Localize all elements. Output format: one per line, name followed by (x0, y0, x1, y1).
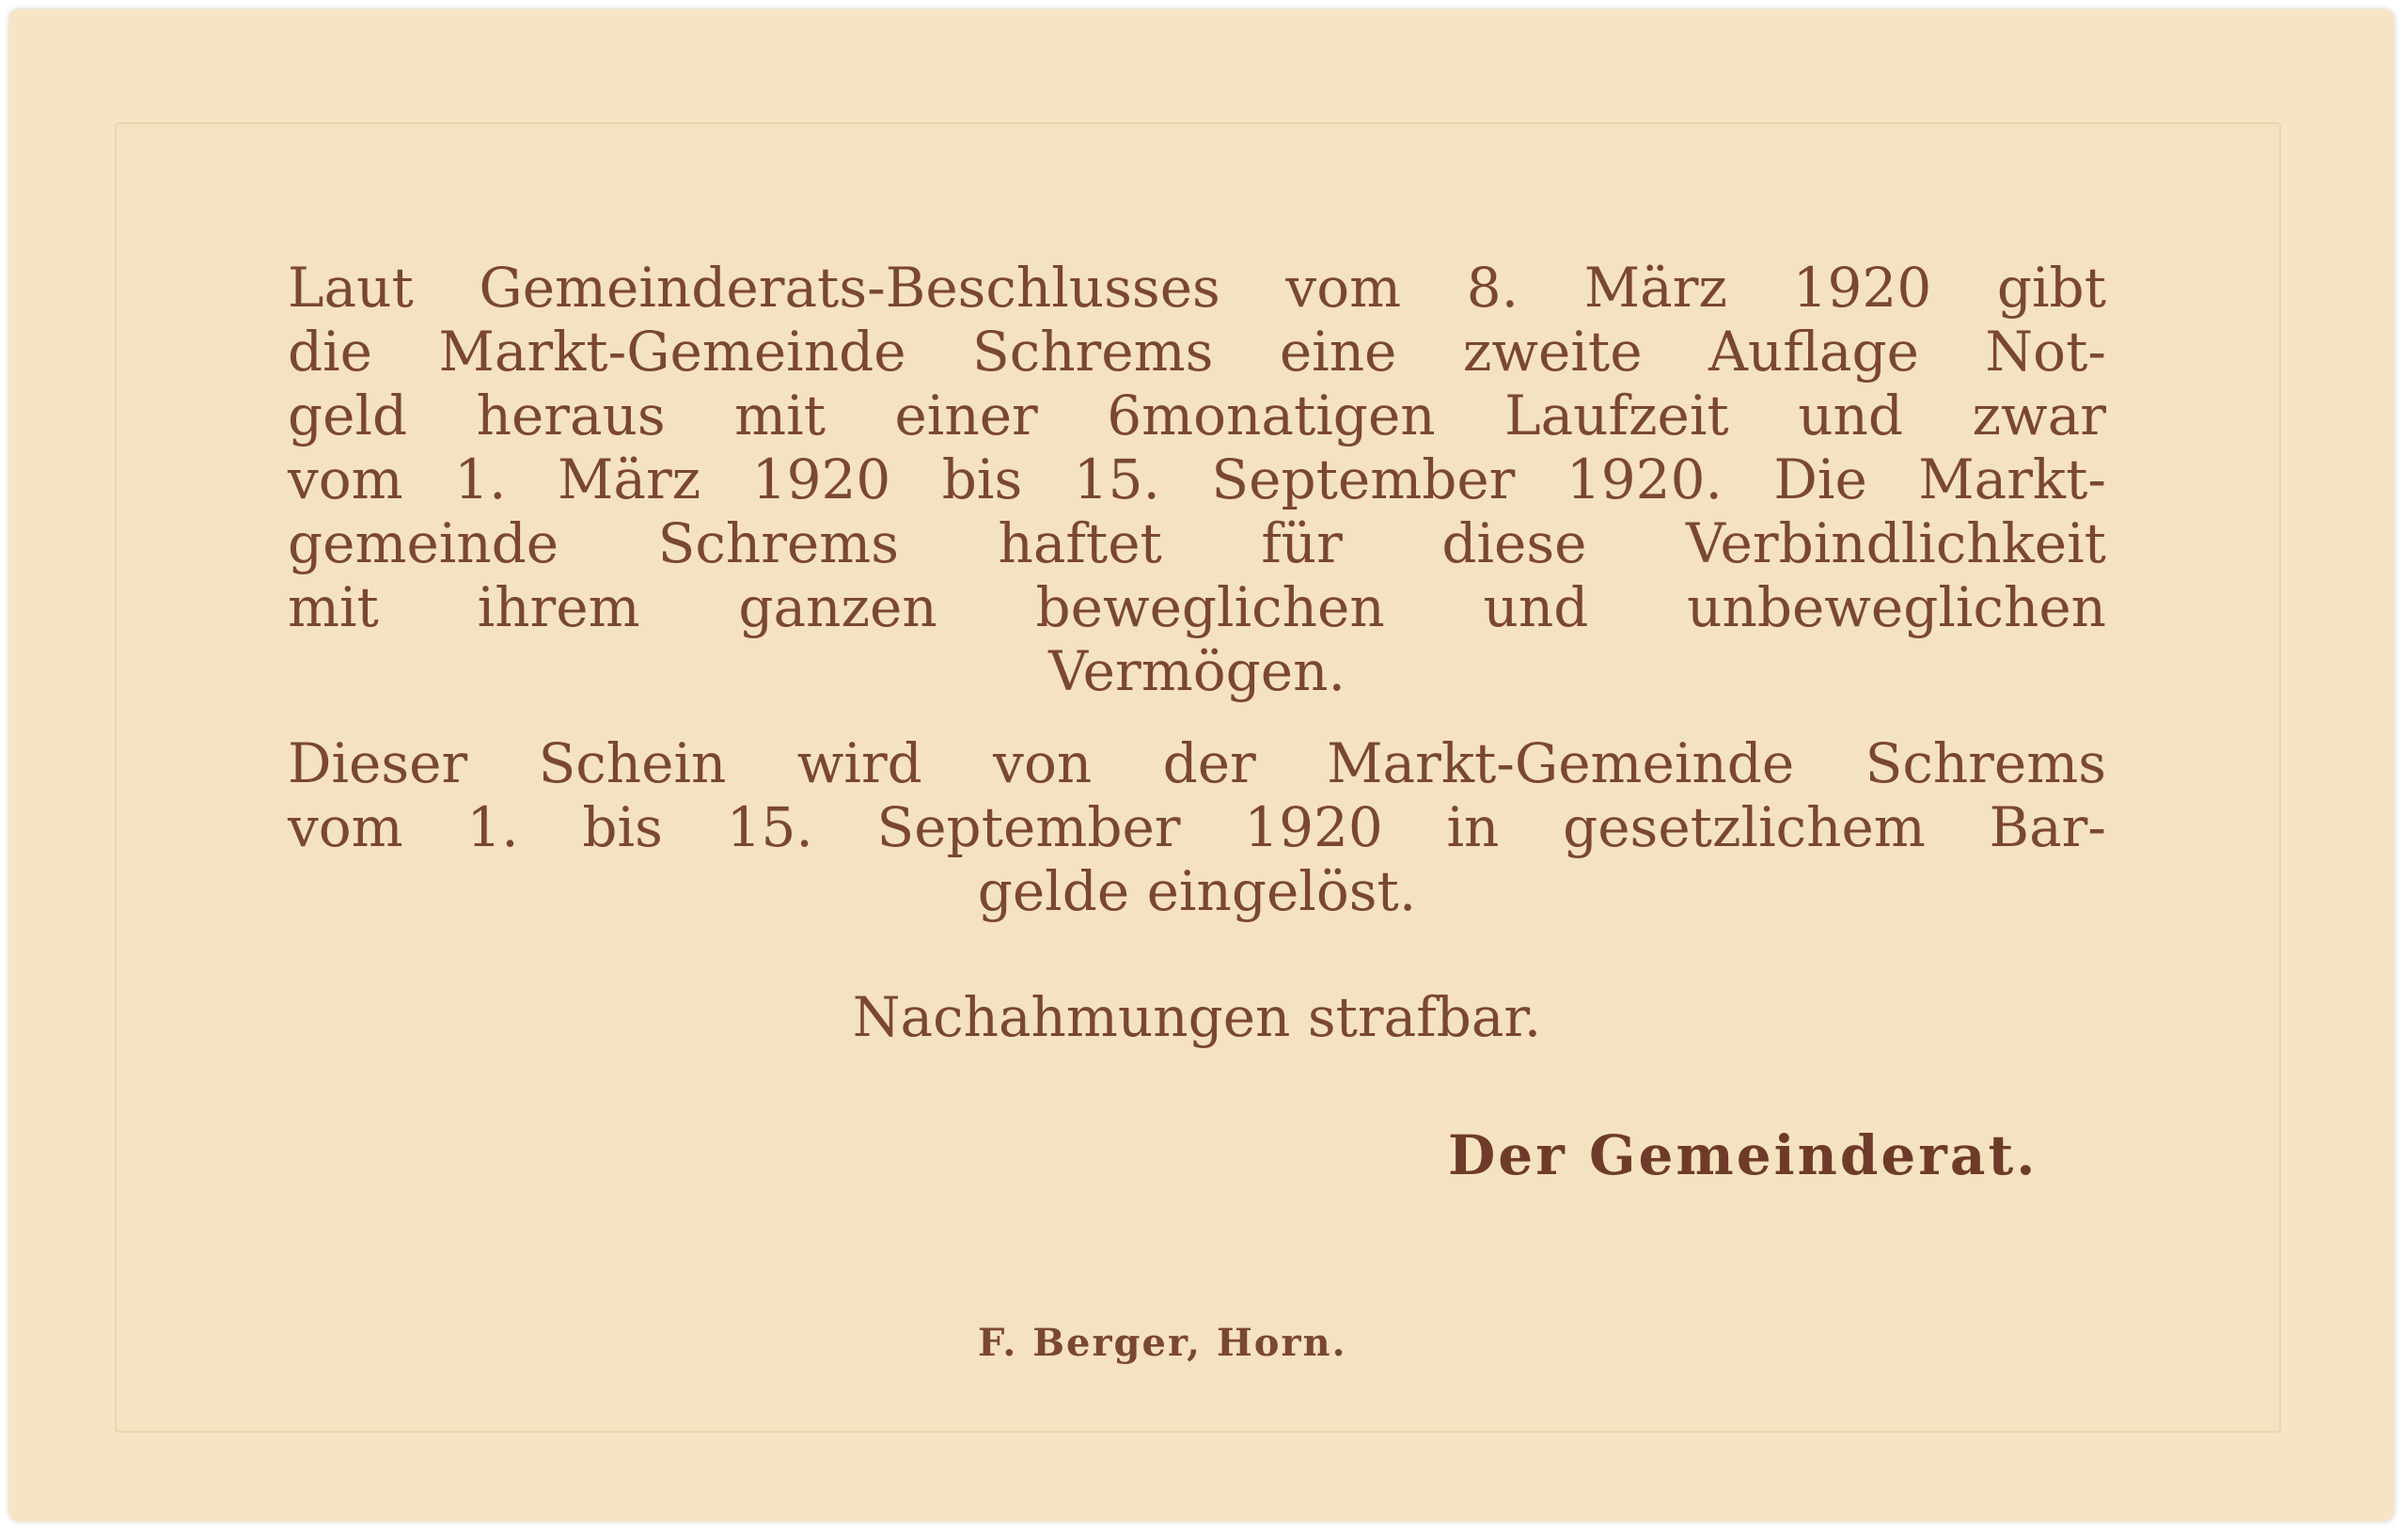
paragraph2-line-2: vom 1. bis 15. September 1920 in gesetzlichem Bar- (288, 795, 2106, 859)
paragraph1-line-5: gemeinde Schrems haftet für diese Verbindlichkeit (288, 511, 2106, 575)
paragraph1-line-4: vom 1. März 1920 bis 15. September 1920. Die Markt- (288, 447, 2106, 511)
printer-imprint: F. Berger, Horn. (978, 1321, 1347, 1365)
paragraph1-line-1: Laut Gemeinderats-Beschlusses vom 8. März 1920 gibt (288, 256, 2106, 320)
paragraph2-line-1: Dieser Schein wird von der Markt-Gemeinde Schrems (288, 731, 2106, 795)
paragraph1-line-2: die Markt-Gemeinde Schrems eine zweite Auflage Not- (288, 320, 2106, 384)
banknote-reverse (9, 9, 2394, 1521)
paragraph1-last-line: Vermögen. (1048, 639, 1346, 703)
paragraph1-line-6: mit ihrem ganzen beweglichen und unbeweglichen (288, 575, 2106, 639)
signature: Der Gemeinderat. (1448, 1123, 2038, 1187)
paragraph1-line-3: geld heraus mit einer 6monatigen Laufzeit und zwar (288, 384, 2106, 447)
paragraph2-last-line: gelde eingelöst. (977, 859, 1417, 923)
warning-text: Nachahmungen strafbar. (852, 985, 1542, 1049)
